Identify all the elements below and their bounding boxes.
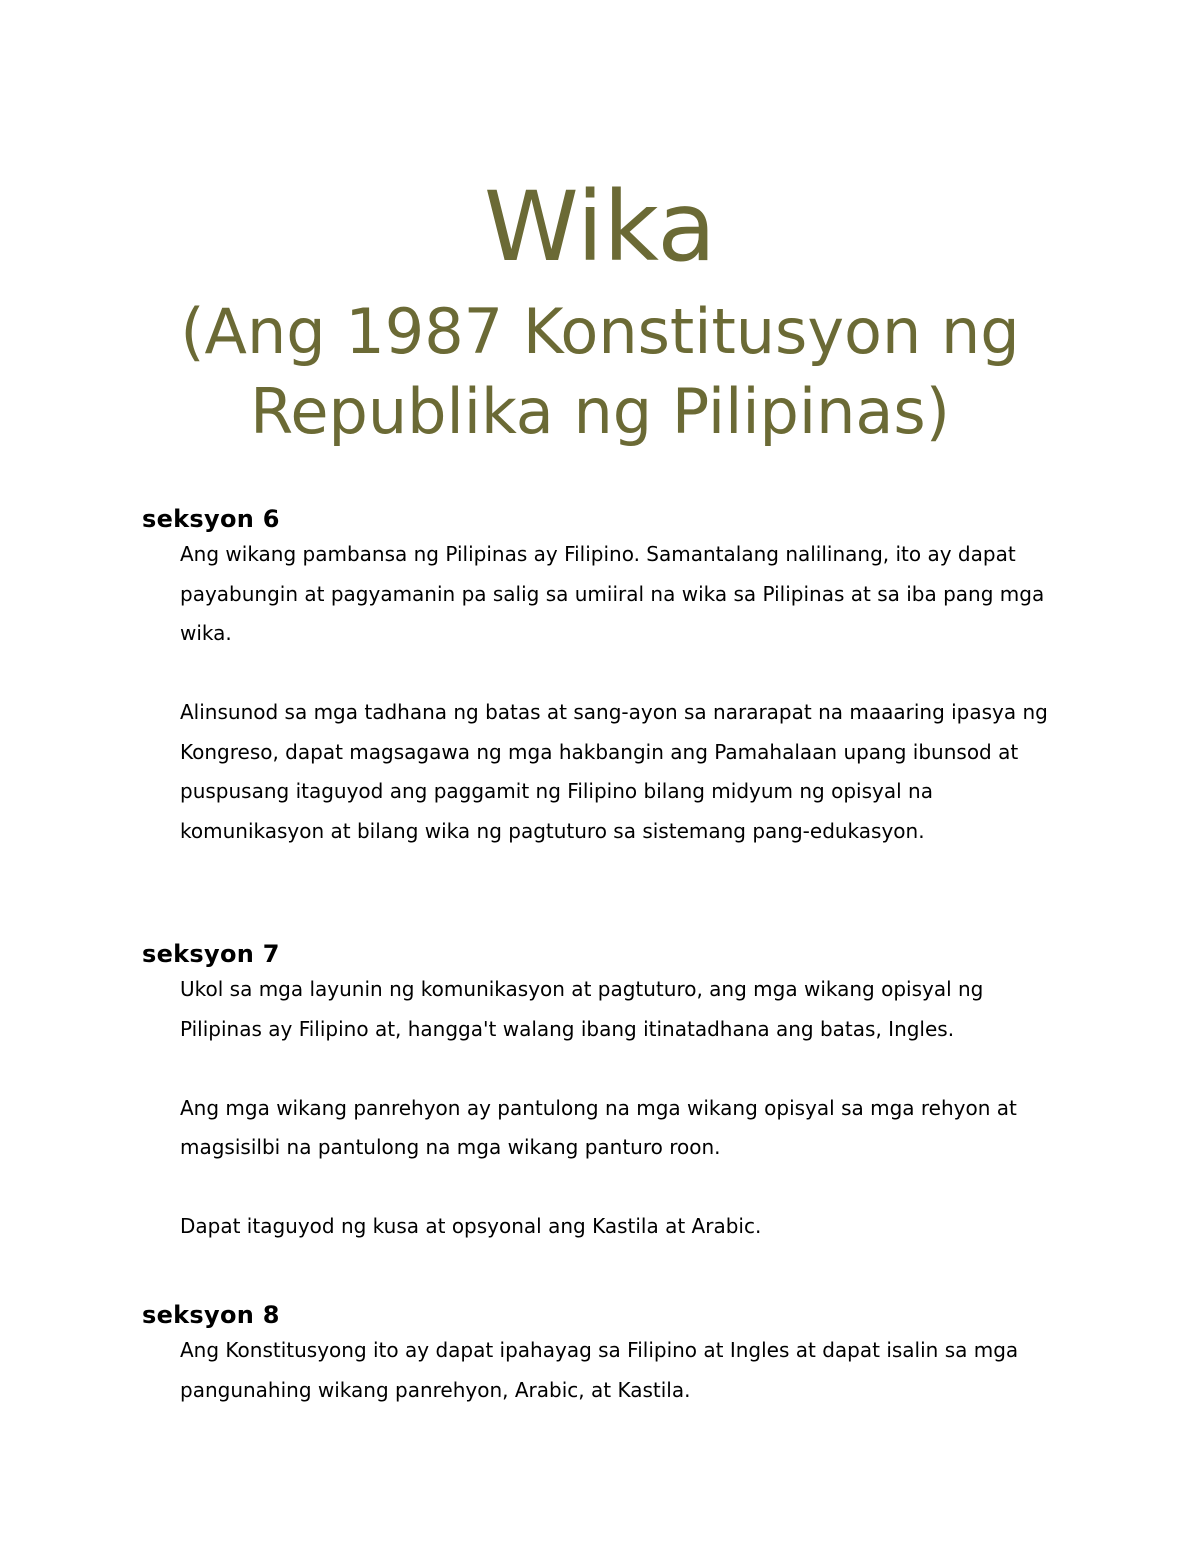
section-paragraph: Ang mga wikang panrehyon ay pantulong na mga wikang opisyal sa mga rehyon at magsisilbi na pantulong na mga wikang panturo roon. [180, 1095, 1017, 1159]
section-paragraph: Dapat itaguyod ng kusa at opsyonal ang Kastila at Arabic. [180, 1214, 762, 1238]
section-6 [142, 505, 1082, 851]
section-paragraph: Ukol sa mga layunin ng komunikasyon at pagtuturo, ang mga wikang opisyal ng Pilipinas ay Filipino at, hangga't walang ibang itinatadhana ang batas, Ingles. [180, 977, 984, 1041]
section-7 [142, 940, 1082, 1247]
section-heading: seksyon 8 [142, 1301, 280, 1329]
subtitle-line-2: Republika ng Pilipinas) [250, 375, 950, 448]
section-paragraph: Alinsunod sa mga tadhana ng batas at sang-ayon sa nararapat na maaaring ipasya ng Kongreso, dapat magsagawa ng mga hakbangin ang Pamahalaan upang ibunsod at puspusang itaguyod ang paggamit ng Filipino bilang midyum ng opisyal na komunikasyon at bilang wika ng pagtuturo sa sistemang pang-edukasyon. [180, 700, 1048, 843]
section-8 [142, 1301, 1082, 1410]
document-title: Wika [483, 171, 717, 283]
section-heading: seksyon 6 [142, 505, 280, 533]
section-paragraph: Ang Konstitusyong ito ay dapat ipahayag sa Filipino at Ingles at dapat isalin sa mga pangunahing wikang panrehyon, Arabic, at Kastila. [180, 1338, 1019, 1402]
section-heading: seksyon 7 [142, 940, 280, 968]
section-paragraph: Ang wikang pambansa ng Pilipinas ay Filipino. Samantalang nalilinang, ito ay dapat payabungin at pagyamanin pa salig sa umiiral na wika sa Pilipinas at sa iba pang mga wika. [180, 542, 1045, 645]
document-subtitle [0, 292, 1200, 452]
subtitle-line-1: (Ang 1987 Konstitusyon ng [180, 295, 1020, 368]
